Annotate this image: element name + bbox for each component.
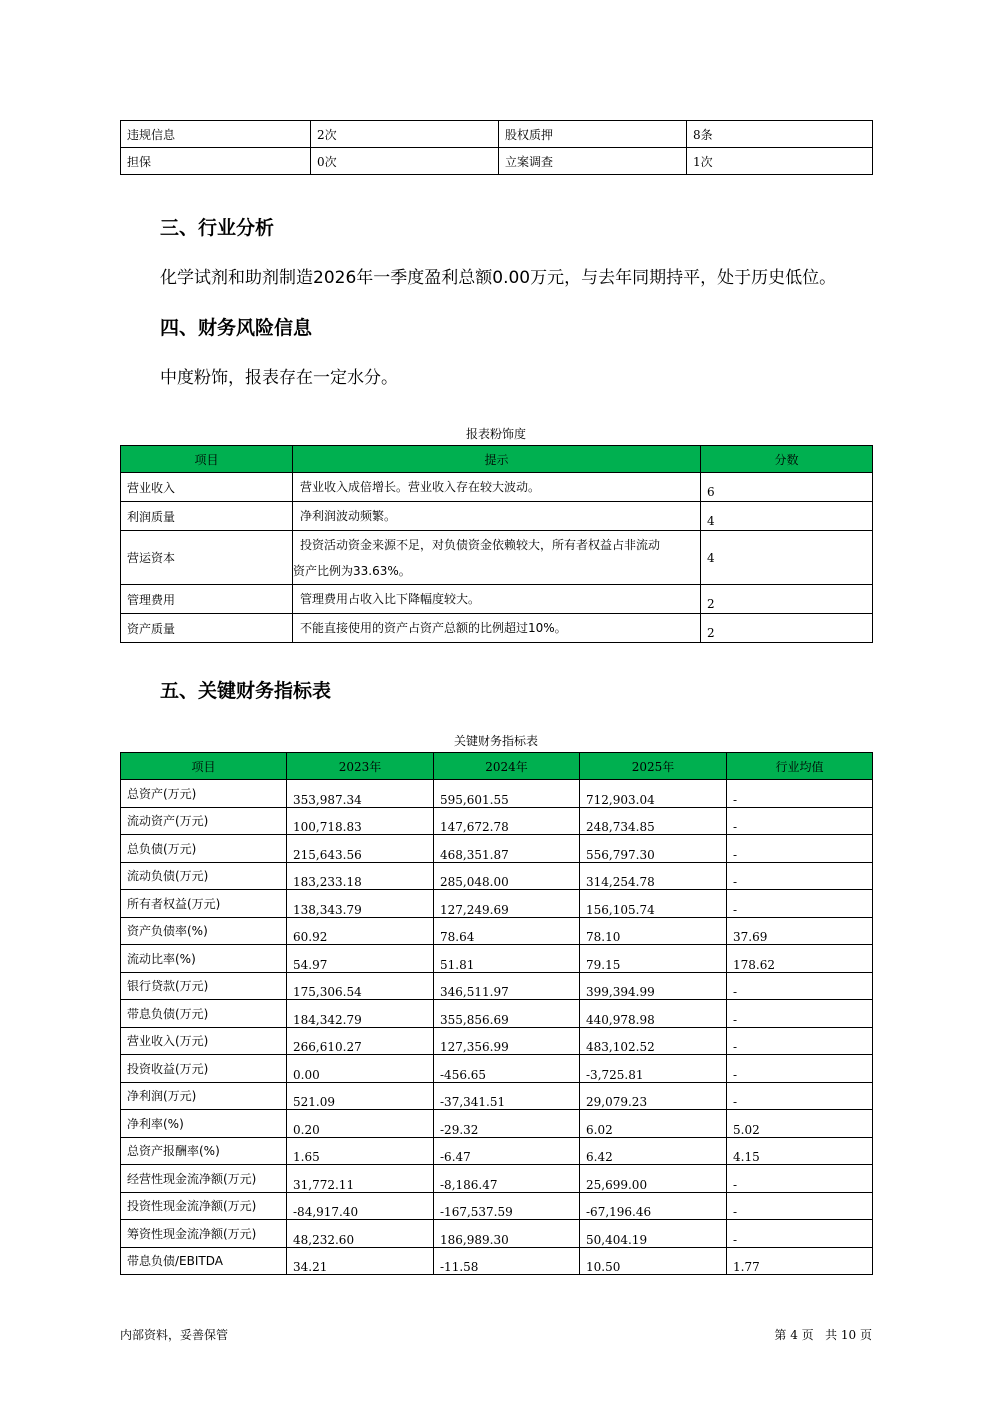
table-row	[121, 1192, 873, 1220]
value-cell: -	[727, 890, 873, 918]
value-cell: 29,079.23	[580, 1082, 727, 1110]
table-cell: 2次	[311, 121, 499, 148]
value-cell: 314,254.78	[580, 862, 727, 890]
value-cell: 186,989.30	[434, 1220, 580, 1248]
table-row	[121, 1165, 873, 1193]
indicator-label-cell: 筹资性现金流净额(万元)	[121, 1220, 287, 1248]
indicator-label-cell: 投资性现金流净额(万元)	[121, 1192, 287, 1220]
table-row	[121, 972, 873, 1000]
column-header: 项目	[121, 446, 293, 473]
section-heading-key-indicators: 五、关键财务指标表	[160, 680, 332, 702]
risk-table-caption: 报表粉饰度	[465, 427, 526, 441]
section-heading-financial-risk: 四、财务风险信息	[160, 317, 313, 339]
table-row	[121, 121, 873, 148]
value-cell: 0.00	[287, 1055, 434, 1083]
value-cell: -3,725.81	[580, 1055, 727, 1083]
value-cell: -29.32	[434, 1110, 580, 1138]
table-row	[121, 473, 873, 502]
table-body	[121, 780, 873, 1275]
table-cell: 0次	[311, 148, 499, 175]
value-cell: -	[727, 780, 873, 808]
value-cell: -8,186.47	[434, 1165, 580, 1193]
value-cell: 51.81	[434, 945, 580, 973]
table-header-row	[121, 753, 873, 780]
indicator-label-cell: 投资收益(万元)	[121, 1055, 287, 1083]
table-row	[121, 148, 873, 175]
column-header: 2024年	[434, 753, 580, 780]
item-cell: 利润质量	[121, 502, 293, 531]
value-cell: -	[727, 1192, 873, 1220]
value-cell: 48,232.60	[287, 1220, 434, 1248]
item-cell: 资产质量	[121, 614, 293, 643]
footer-page-number: 第 4 页 共 10 页	[774, 1328, 872, 1342]
indicator-label-cell: 净利润(万元)	[121, 1082, 287, 1110]
table-cell: 立案调查	[499, 148, 687, 175]
value-cell: -	[727, 1165, 873, 1193]
indicator-label-cell: 银行贷款(万元)	[121, 972, 287, 1000]
score-cell: 6	[701, 473, 873, 502]
key-financial-indicators-table	[120, 752, 873, 1275]
fin-table-caption: 关键财务指标表	[453, 734, 538, 748]
table-row	[121, 1220, 873, 1248]
indicator-label-cell: 流动比率(%)	[121, 945, 287, 973]
table-cell: 违规信息	[121, 121, 311, 148]
value-cell: 183,233.18	[287, 862, 434, 890]
industry-analysis-text: 化学试剂和助剂制造2026年一季度盈利总额0.00万元，与去年同期持平，处于历史低位。	[160, 268, 837, 288]
hint-cell: 不能直接使用的资产占资产总额的比例超过10%。	[293, 614, 701, 643]
indicator-label-cell: 净利率(%)	[121, 1110, 287, 1138]
value-cell: 0.20	[287, 1110, 434, 1138]
table-cell: 担保	[121, 148, 311, 175]
value-cell: 266,610.27	[287, 1027, 434, 1055]
table-row	[121, 862, 873, 890]
value-cell: -	[727, 835, 873, 863]
value-cell: 1.77	[727, 1247, 873, 1275]
financial-risk-text: 中度粉饰，报表存在一定水分。	[160, 368, 398, 388]
value-cell: 595,601.55	[434, 780, 580, 808]
value-cell: 184,342.79	[287, 1000, 434, 1028]
value-cell: 127,249.69	[434, 890, 580, 918]
value-cell: 60.92	[287, 917, 434, 945]
table-row	[121, 780, 873, 808]
value-cell: -456.65	[434, 1055, 580, 1083]
value-cell: 483,102.52	[580, 1027, 727, 1055]
table-row	[121, 1137, 873, 1165]
value-cell: -	[727, 1220, 873, 1248]
hint-cell: 管理费用占收入比下降幅度较大。	[293, 585, 701, 614]
column-header: 2025年	[580, 753, 727, 780]
score-cell: 4	[701, 502, 873, 531]
indicator-label-cell: 带息负债(万元)	[121, 1000, 287, 1028]
column-header: 行业均值	[727, 753, 873, 780]
table-cell: 8条	[687, 121, 873, 148]
table-row	[121, 502, 873, 531]
column-header: 分数	[701, 446, 873, 473]
whitewash-table	[120, 445, 873, 643]
table-row	[121, 1027, 873, 1055]
item-cell: 营业收入	[121, 473, 293, 502]
table-row	[121, 531, 873, 585]
value-cell: 353,987.34	[287, 780, 434, 808]
value-cell: 34.21	[287, 1247, 434, 1275]
section-heading-industry: 三、行业分析	[160, 217, 275, 239]
table-row	[121, 917, 873, 945]
indicator-label-cell: 总资产报酬率(%)	[121, 1137, 287, 1165]
value-cell: 100,718.83	[287, 807, 434, 835]
table-cell: 1次	[687, 148, 873, 175]
value-cell: 178.62	[727, 945, 873, 973]
value-cell: 468,351.87	[434, 835, 580, 863]
value-cell: 31,772.11	[287, 1165, 434, 1193]
score-cell: 2	[701, 585, 873, 614]
value-cell: 440,978.98	[580, 1000, 727, 1028]
value-cell: -167,537.59	[434, 1192, 580, 1220]
score-cell: 2	[701, 614, 873, 643]
column-header: 提示	[293, 446, 701, 473]
table-row	[121, 1055, 873, 1083]
value-cell: 1.65	[287, 1137, 434, 1165]
value-cell: 147,672.78	[434, 807, 580, 835]
hint-cell	[293, 531, 701, 585]
value-cell: -6.47	[434, 1137, 580, 1165]
indicator-label-cell: 带息负债/EBITDA	[121, 1247, 287, 1275]
value-cell: 5.02	[727, 1110, 873, 1138]
hint-line: 投资活动资金来源不足，对负债资金依赖较大，所有者权益占非流动	[300, 537, 661, 552]
table-row	[121, 835, 873, 863]
table-row	[121, 1247, 873, 1275]
table-row	[121, 614, 873, 643]
value-cell: 6.42	[580, 1137, 727, 1165]
value-cell: -	[727, 862, 873, 890]
value-cell: 78.64	[434, 917, 580, 945]
value-cell: 712,903.04	[580, 780, 727, 808]
table-cell: 股权质押	[499, 121, 687, 148]
indicator-label-cell: 资产负债率(%)	[121, 917, 287, 945]
value-cell: -84,917.40	[287, 1192, 434, 1220]
value-cell: 37.69	[727, 917, 873, 945]
value-cell: 10.50	[580, 1247, 727, 1275]
value-cell: -	[727, 1000, 873, 1028]
value-cell: 346,511.97	[434, 972, 580, 1000]
value-cell: -11.58	[434, 1247, 580, 1275]
value-cell: -	[727, 1055, 873, 1083]
indicator-label-cell: 总资产(万元)	[121, 780, 287, 808]
value-cell: 215,643.56	[287, 835, 434, 863]
value-cell: 521.09	[287, 1082, 434, 1110]
value-cell: 50,404.19	[580, 1220, 727, 1248]
indicator-label-cell: 营业收入(万元)	[121, 1027, 287, 1055]
value-cell: 138,343.79	[287, 890, 434, 918]
value-cell: -	[727, 972, 873, 1000]
value-cell: 25,699.00	[580, 1165, 727, 1193]
value-cell: 175,306.54	[287, 972, 434, 1000]
value-cell: -	[727, 1027, 873, 1055]
value-cell: 4.15	[727, 1137, 873, 1165]
value-cell: -67,196.46	[580, 1192, 727, 1220]
value-cell: -37,341.51	[434, 1082, 580, 1110]
value-cell: 248,734.85	[580, 807, 727, 835]
footer-confidential-note: 内部资料，妥善保管	[120, 1328, 229, 1342]
table-row	[121, 807, 873, 835]
indicator-label-cell: 经营性现金流净额(万元)	[121, 1165, 287, 1193]
table-row	[121, 1110, 873, 1138]
value-cell: 127,356.99	[434, 1027, 580, 1055]
indicator-label-cell: 流动负债(万元)	[121, 862, 287, 890]
table-header-row	[121, 446, 873, 473]
value-cell: 355,856.69	[434, 1000, 580, 1028]
hint-cell: 净利润波动频繁。	[293, 502, 701, 531]
table-row	[121, 1000, 873, 1028]
indicator-label-cell: 流动资产(万元)	[121, 807, 287, 835]
value-cell: 156,105.74	[580, 890, 727, 918]
value-cell: 285,048.00	[434, 862, 580, 890]
value-cell: 79.15	[580, 945, 727, 973]
value-cell: 78.10	[580, 917, 727, 945]
item-cell: 营运资本	[121, 531, 293, 585]
table-row	[121, 945, 873, 973]
table-row	[121, 1082, 873, 1110]
value-cell: 54.97	[287, 945, 434, 973]
column-header: 2023年	[287, 753, 434, 780]
hint-cell: 营业收入成倍增长。营业收入存在较大波动。	[293, 473, 701, 502]
value-cell: -	[727, 1082, 873, 1110]
value-cell: 6.02	[580, 1110, 727, 1138]
hint-line: 资产比例为33.63%。	[293, 563, 411, 578]
risk-summary-table	[120, 120, 873, 175]
value-cell: 399,394.99	[580, 972, 727, 1000]
value-cell: -	[727, 807, 873, 835]
item-cell: 管理费用	[121, 585, 293, 614]
value-cell: 556,797.30	[580, 835, 727, 863]
table-row	[121, 890, 873, 918]
indicator-label-cell: 总负债(万元)	[121, 835, 287, 863]
indicator-label-cell: 所有者权益(万元)	[121, 890, 287, 918]
score-cell: 4	[701, 531, 873, 585]
table-row	[121, 585, 873, 614]
column-header: 项目	[121, 753, 287, 780]
